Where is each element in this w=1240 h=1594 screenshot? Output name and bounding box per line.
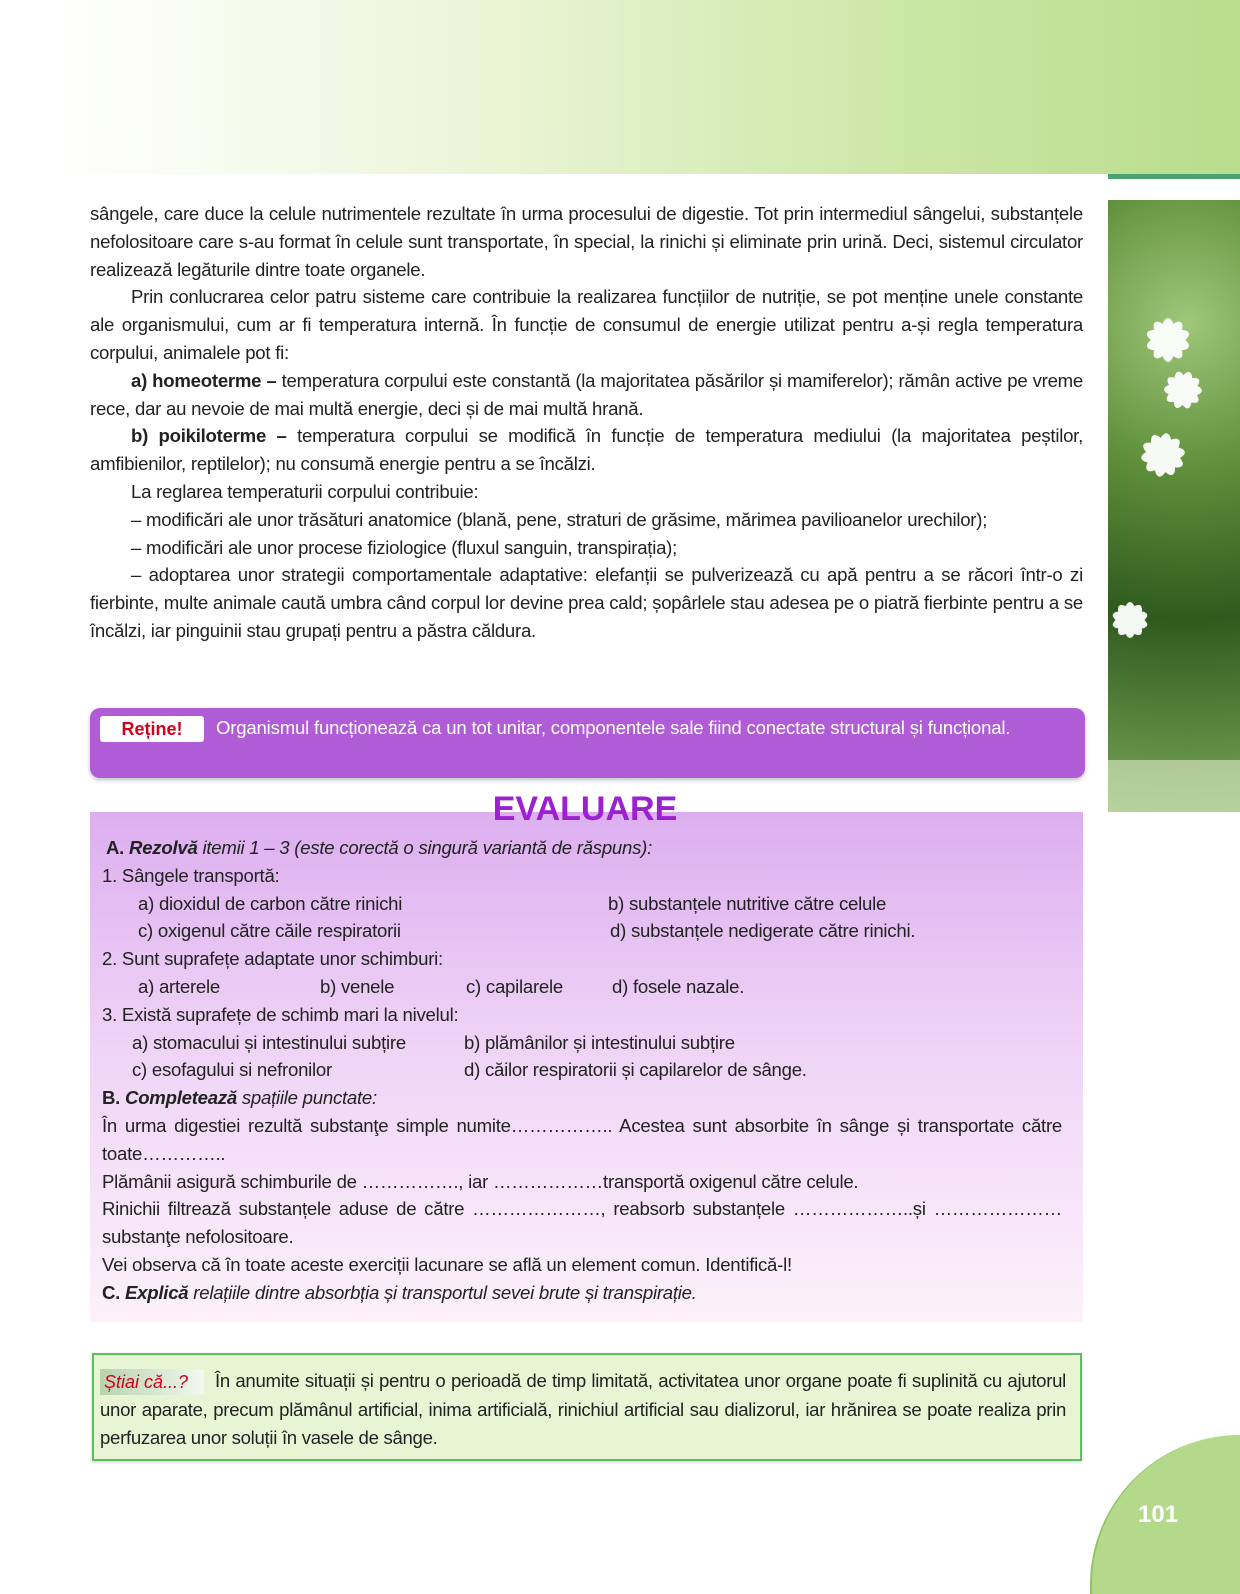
section-instruction: itemii 1 – 3 (este corectă o singură variantă de răspuns): — [197, 837, 653, 858]
paragraph: – modificări ale unor procese fiziologice (fluxul sanguin, transpirația); — [131, 536, 678, 558]
paragraph — [90, 422, 1083, 478]
section-verb: Completează — [125, 1087, 237, 1109]
evaluation-box — [90, 812, 1083, 1322]
definition: temperatura corpului este constantă (la majoritatea păsărilor și mamiferelor); rămân active pe vreme rece, dar au nevoie de mai multă energie, deci și de mai multă hrană. — [90, 369, 1083, 419]
stiai-ca-box — [92, 1353, 1082, 1461]
options-row — [102, 890, 1062, 918]
paragraph: Prin conlucrarea celor patru sisteme care contribuie la realizarea funcțiilor de nutriție, se pot menține unele constante ale organismului, cum ar fi temperatura internă. În funcție de consumul de energie utilizat pentru a-și regla temperatura corpului, animalele pot fi: — [90, 286, 1083, 363]
options-row — [102, 973, 1062, 1001]
option: a) stomacului și intestinului subțire — [132, 1031, 406, 1053]
term-poikiloterme: b) poikiloterme – — [131, 425, 287, 447]
option: d) fosele nazale. — [612, 975, 745, 997]
paragraph: La reglarea temperaturii corpului contribuie: — [131, 480, 479, 502]
retine-box — [90, 708, 1085, 778]
option: a) dioxidul de carbon către rinichi — [138, 892, 403, 914]
options-row — [102, 1029, 1062, 1057]
section-a-heading — [102, 834, 1062, 862]
section-c-heading — [102, 1279, 1062, 1307]
section-b-heading — [102, 1084, 1062, 1112]
evaluation-title: EVALUARE — [492, 790, 678, 828]
body-text — [90, 200, 1083, 645]
jasmine-flowers-image — [1108, 200, 1240, 812]
option: d) căilor respiratorii și capilarelor de sânge. — [464, 1059, 807, 1081]
option: c) oxigenul către căile respiratorii — [138, 920, 401, 942]
stiai-label: Știai că...? — [100, 1369, 204, 1395]
section-verb: Explică — [125, 1281, 189, 1303]
header-banner — [0, 0, 1240, 174]
option: b) plămânilor și intestinului subțire — [464, 1031, 735, 1053]
option: c) esofagului si nefronilor — [132, 1059, 332, 1081]
option: c) capilarele — [466, 975, 563, 997]
fill-in-sentence: Vei observa că în toate aceste exerciții lacunare se află un element comun. Identifică-l! — [102, 1253, 792, 1275]
section-instruction: relațiile dintre absorbția și transportul sevei brute și transpirație. — [188, 1281, 697, 1303]
option: b) substanțele nutritive către celule — [608, 892, 887, 914]
paragraph — [90, 367, 1083, 423]
question-2: 2. Sunt suprafețe adaptate unor schimburi: — [102, 948, 443, 970]
question-3: 3. Există suprafețe de schimb mari la nivelul: — [102, 1003, 459, 1025]
options-row — [102, 917, 1062, 945]
term-homeoterme: a) homeoterme – — [131, 369, 277, 391]
paragraph: – modificări ale unor trăsături anatomice (blană, pene, straturi de grăsime, mărimea pavilioanelor urechilor); — [131, 508, 988, 530]
section-letter: C. — [102, 1281, 121, 1303]
fill-in-sentence: Rinichii filtrează substanțele aduse de către …………………, reabsorb substanțele ………………..și ………………… substanţe nefolositoare. — [102, 1198, 1062, 1248]
stiai-text: În anumite situații și pentru o perioadă de timp limitată, activitatea unor organe poate fi suplinită cu ajutorul unor aparate, precum plămânul artificial, inima artificială, rinichiul artificial sau dializorul, iar hrănirea se poate realiza prin perfuzarea unor soluții în vasele de sânge. — [100, 1370, 1066, 1448]
page-number: 101 — [1138, 1501, 1179, 1528]
section-instruction: spațiile punctate: — [236, 1087, 377, 1109]
fill-in-sentence: Plămânii asigură schimburile de ……………., iar ………………transportă oxigenul către celule. — [102, 1170, 859, 1192]
retine-text: Organismul funcționează ca un tot unitar, componentele sale fiind conectate structural și funcțional. — [216, 717, 1011, 738]
retine-label: Reține! — [100, 716, 204, 742]
fill-in-sentence: În urma digestiei rezultă substanţe simple numite…………….. Acestea sunt absorbite în sânge și transportate către toate………….. — [102, 1114, 1062, 1164]
paragraph: sângele, care duce la celule nutrimentele rezultate în urma procesului de digestie. Tot prin intermediul sângelui, substanțele nefolositoare care s-au format în celule sunt transportate, în special, la rinichi și eliminate prin urină. Deci, sistemul circulator realizează legăturile dintre toate organele. — [90, 203, 1083, 280]
section-letter: B. — [102, 1087, 121, 1109]
section-letter: A. — [106, 837, 125, 858]
option: a) arterele — [138, 975, 220, 997]
options-row — [102, 1056, 1062, 1084]
header-divider — [1108, 174, 1240, 179]
definition: temperatura corpului se modifică în funcție de temperatura mediului (la majoritatea peștilor, amfibienilor, reptilelor); nu consumă energie pentru a se încălzi. — [90, 425, 1083, 475]
option: b) venele — [320, 975, 395, 997]
flower-photo — [1108, 200, 1240, 812]
paragraph: – adoptarea unor strategii comportamentale adaptative: elefanții se pulverizează cu apă pentru a se răcori într-o zi fierbinte, multe animale caută umbra când corpul lor devine prea cald; șopârlele stau adesea pe o piatră fierbinte pentru a se încălzi, iar pinguinii stau grupați pentru a păstra căldura. — [90, 564, 1083, 641]
page-number-tab — [1090, 1435, 1240, 1594]
question-1: 1. Sângele transportă: — [102, 864, 280, 886]
section-verb: Rezolvă — [129, 837, 198, 858]
option: d) substanțele nedigerate către rinichi. — [610, 920, 916, 942]
